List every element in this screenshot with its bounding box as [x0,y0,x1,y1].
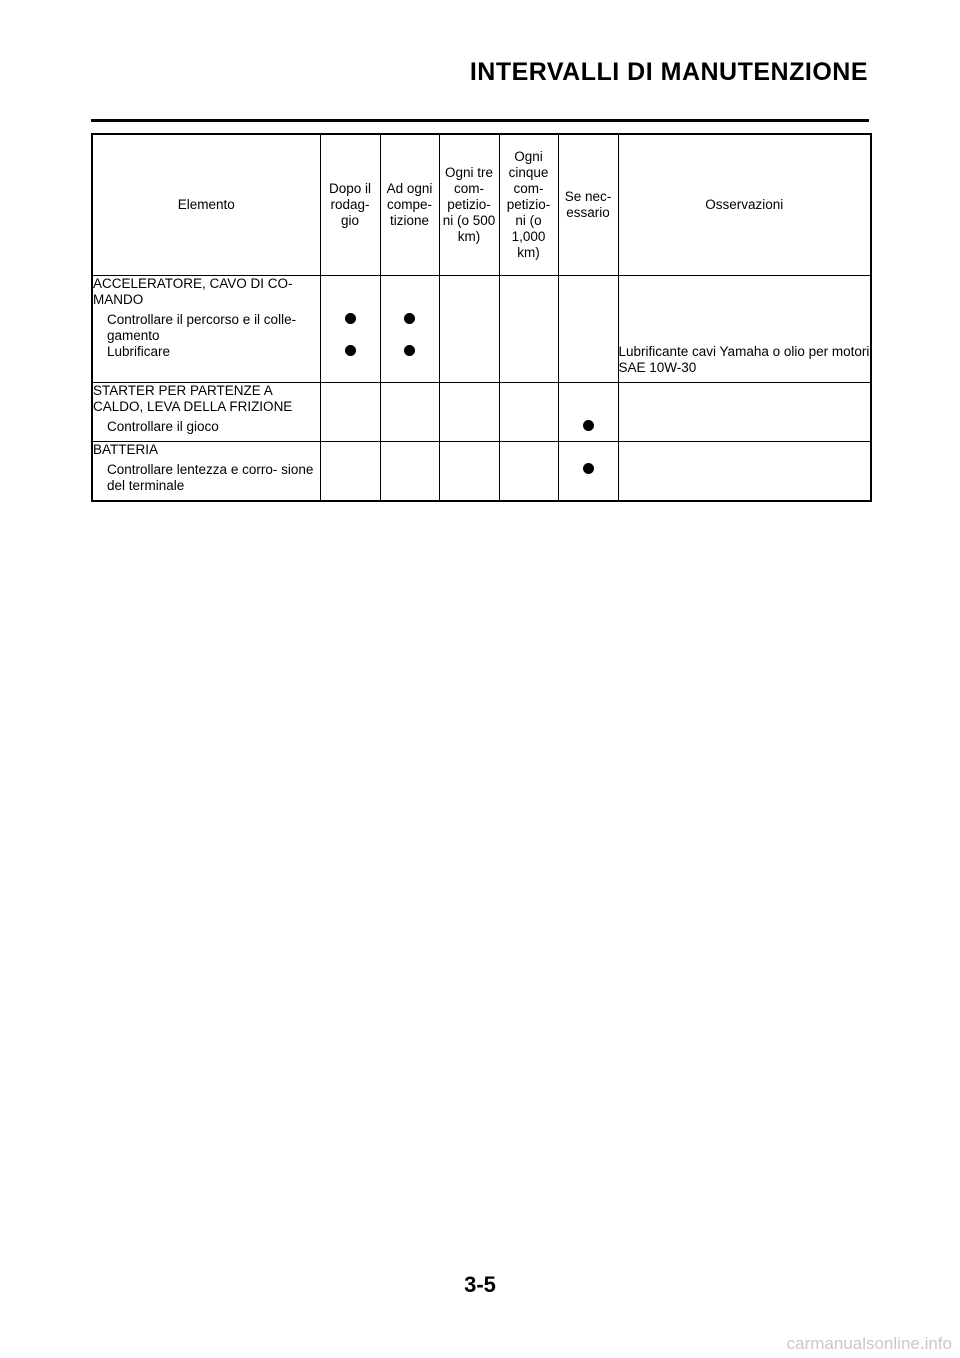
group-title: ACCELERATORE, CAVO DI CO- MANDO [93,276,293,307]
watermark: carmanualsonline.info [786,1334,952,1353]
interval-slot [559,419,618,435]
interval-cell [558,442,618,502]
observation-text [619,419,871,435]
osservazioni-cell [618,383,871,442]
item-label: Lubrificare [107,344,171,359]
interval-slot [321,312,380,344]
interval-cell [380,442,439,502]
group-title-spacer [619,276,871,312]
interval-slot [440,312,499,344]
bullet-mark [345,345,356,356]
title-rule [91,119,869,122]
group-title-spacer [500,442,558,462]
interval-cell [558,383,618,442]
group-title-spacer [619,442,871,462]
interval-cell [320,383,380,442]
interval-slot [381,419,439,435]
interval-slot [500,462,558,494]
interval-slot [440,344,499,360]
interval-cell [439,383,499,442]
table-row [92,383,871,442]
group-title-spacer [440,442,499,462]
interval-slot [500,312,558,344]
group-title-spacer [381,383,439,419]
interval-slot [440,462,499,494]
interval-slot [321,462,380,494]
group-title-spacer [619,383,871,419]
page-number: 3-5 [464,1272,496,1297]
interval-slot [381,462,439,494]
bullet-mark [583,420,594,431]
bullet-mark [345,313,356,324]
header-ogni-cinque: Ogni cinque com- petizio- ni (o 1,000 km) [499,134,558,276]
group-title-spacer [500,276,558,312]
bullet-mark [583,463,594,474]
interval-cell [380,276,439,383]
group-title-spacer [440,276,499,312]
interval-slot [321,344,380,360]
interval-slot [321,419,380,435]
group-title-spacer [321,276,380,312]
interval-cell [439,276,499,383]
interval-cell [499,383,558,442]
interval-cell [439,442,499,502]
interval-cell [558,276,618,383]
page-title: INTERVALLI DI MANUTENZIONE [469,58,868,86]
header-dopo-rodaggio: Dopo il rodag- gio [320,134,380,276]
interval-cell [499,276,558,383]
header-osservazioni: Osservazioni [618,134,871,276]
interval-cell [380,383,439,442]
interval-cell [320,276,380,383]
interval-slot [500,344,558,360]
group-title-spacer [381,442,439,462]
header-se-necessario: Se nec- essario [558,134,618,276]
item-label: Controllare il percorso e il colle- gamento [107,312,297,343]
observation-text [619,462,871,494]
elemento-cell [92,276,320,383]
group-title-spacer [440,383,499,419]
bullet-mark [404,345,415,356]
interval-cell [320,442,380,502]
interval-slot [440,419,499,435]
maintenance-table [91,133,872,502]
table-row [92,276,871,383]
header-ogni-competizione: Ad ogni compe- tizione [380,134,439,276]
interval-slot [500,419,558,435]
interval-slot [381,312,439,344]
interval-slot [559,312,618,344]
elemento-cell [92,383,320,442]
group-title-spacer [321,383,380,419]
table-row [92,442,871,502]
interval-slot [381,344,439,360]
osservazioni-cell [618,442,871,502]
interval-slot [559,462,618,494]
observation-text [619,312,871,344]
header-elemento: Elemento [92,134,320,276]
group-title-spacer [559,383,618,419]
group-title-spacer [321,442,380,462]
interval-slot [559,344,618,360]
osservazioni-cell [618,276,871,383]
group-title: STARTER PER PARTENZE A CALDO, LEVA DELLA FRIZIONE [93,383,293,414]
group-title-spacer [559,442,618,462]
group-title-spacer [559,276,618,312]
interval-cell [499,442,558,502]
bullet-mark [404,313,415,324]
group-title: BATTERIA [93,442,159,457]
item-label: Controllare lentezza e corro- sione del terminale [107,462,314,493]
header-ogni-tre: Ogni tre com- petizio- ni (o 500 km) [439,134,499,276]
group-title-spacer [381,276,439,312]
elemento-cell [92,442,320,502]
group-title-spacer [500,383,558,419]
table-body [92,276,871,502]
item-label: Controllare il gioco [107,419,219,434]
header-row [92,134,871,276]
observation-text: Lubrificante cavi Yamaha o olio per motori SAE 10W-30 [618,344,870,375]
